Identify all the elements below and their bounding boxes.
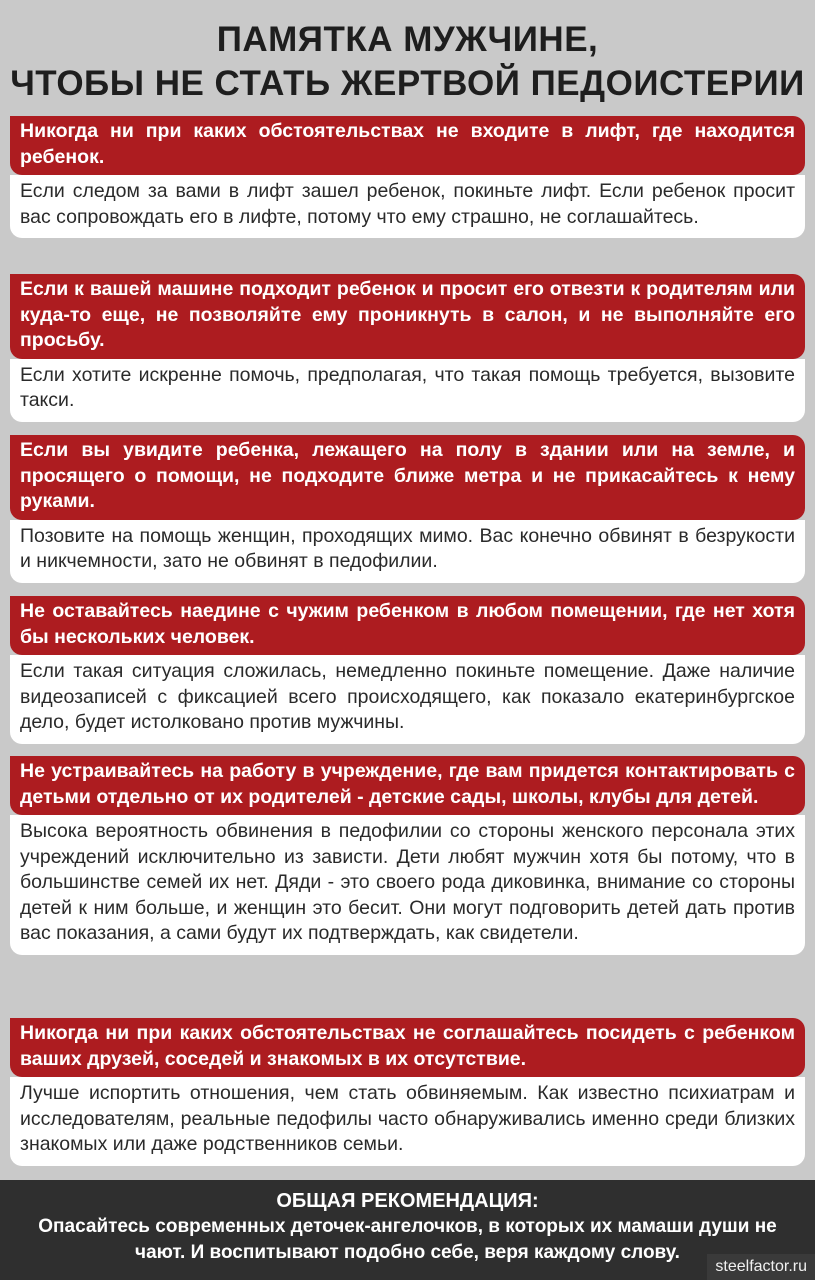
rule-text-2: Если хотите искренне помочь, предполагая, что такая помощь требуется, вызовите такси. — [10, 359, 805, 422]
rule-heading-2: Если к вашей машине подходит ребенок и просит его отвезти к родителям или куда-то еще, не позволяйте ему проникнуть в салон, и не выполняйте его просьбу. — [10, 274, 805, 359]
rule-heading-3: Если вы увидите ребенка, лежащего на полу в здании или на земле, и просящего о помощи, не подходите ближе метра и не прикасайтесь к нему руками. — [10, 435, 805, 520]
rule-heading-4: Не оставайтесь наедине с чужим ребенком в любом помещении, где нет хотя бы нескольких человек. — [10, 596, 805, 655]
recommendation-text: Опасайтесь современных деточек-ангелочков, в которых их мамаши души не чают. И воспитывают подобно себе, веря каждому слову. — [38, 1216, 777, 1263]
rule-card-1 — [10, 116, 805, 238]
rule-text-1: Если следом за вами в лифт зашел ребенок, покиньте лифт. Если ребенок просит вас сопровождать его в лифте, потому что ему страшно, не соглашайтесь. — [10, 175, 805, 238]
rule-text-5: Высока вероятность обвинения в педофилии со стороны женского персонала этих учреждений исключительно из зависти. Дети любят мужчин хотя бы потому, что в большинстве семей их нет. Дяди - это своего рода диковинка, внимание со стороны детей к ним больше, и женщин это бесит. Они могут подговорить детей дать против вас показания, а сами будут их подтверждать, как свидетели. — [10, 815, 805, 955]
site-watermark: steelfactor.ru — [707, 1254, 815, 1280]
title-line-2: ЧТОБЫ НЕ СТАТЬ ЖЕРТВОЙ ПЕДОИСТЕРИИ — [10, 64, 805, 103]
page-title — [0, 18, 815, 106]
title-line-1: ПАМЯТКА МУЖЧИНЕ, — [216, 20, 599, 59]
rule-heading-1: Никогда ни при каких обстоятельствах не входите в лифт, где находится ребенок. — [10, 116, 805, 175]
general-recommendation — [0, 1180, 815, 1280]
rule-heading-5: Не устраивайтесь на работу в учреждение, где вам придется контактировать с детьми отдельно от их родителей - детские сады, школы, клубы для детей. — [10, 756, 805, 815]
rule-text-4: Если такая ситуация сложилась, немедленно покиньте помещение. Даже наличие видеозаписей с фиксацией всего происходящего, как показало екатеринбургское дело, будет истолковано против мужчины. — [10, 655, 805, 744]
rule-card-4 — [10, 596, 805, 744]
rule-text-3: Позовите на помощь женщин, проходящих мимо. Вас конечно обвинят в безрукости и никчемности, зато не обвинят в педофилии. — [10, 520, 805, 583]
recommendation-title: ОБЩАЯ РЕКОМЕНДАЦИЯ: — [276, 1190, 539, 1212]
rule-heading-6: Никогда ни при каких обстоятельствах не соглашайтесь посидеть с ребенком ваших друзей, соседей и знакомых в их отсутствие. — [10, 1018, 805, 1077]
rule-card-5 — [10, 756, 805, 955]
rule-card-3 — [10, 435, 805, 583]
rule-card-2 — [10, 274, 805, 422]
rule-text-6: Лучше испортить отношения, чем стать обвиняемым. Как известно психиатрам и исследователям, реальные педофилы часто обнаруживались именно среди близких знакомых или даже родственников семьи. — [10, 1077, 805, 1166]
rule-card-6 — [10, 1018, 805, 1166]
